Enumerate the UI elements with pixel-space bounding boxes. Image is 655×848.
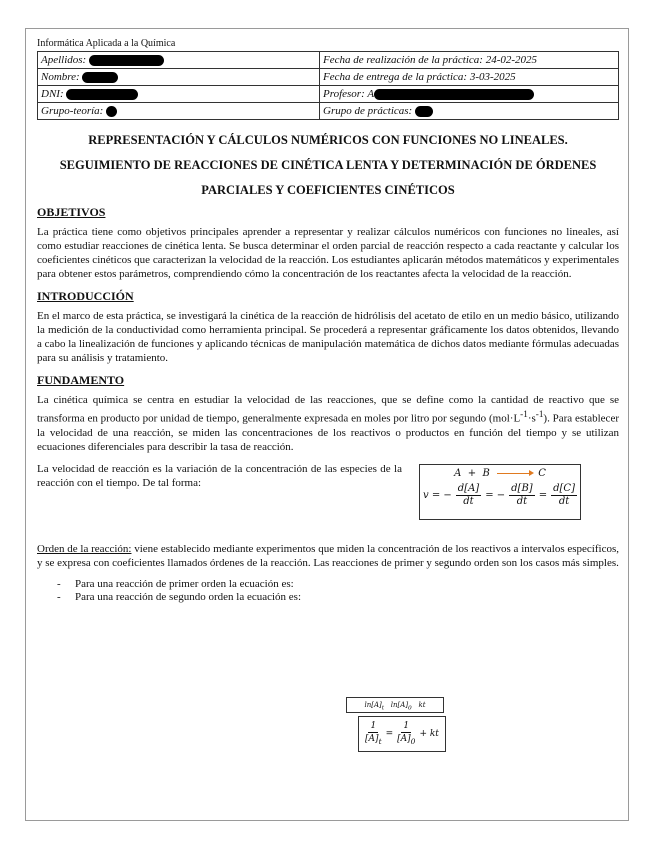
- rate-equation-box: [419, 464, 581, 520]
- dni-cell: [38, 86, 320, 103]
- fraction-db-dt: [509, 483, 535, 508]
- title-line-1: REPRESENTACIÓN Y CÁLCULOS NUMÉRICOS CON FUNCIONES NO LINEALES.: [88, 133, 568, 147]
- page-content: [37, 38, 619, 604]
- unit-exponent-1: -1: [520, 409, 528, 419]
- grupo-teoria-label: Grupo-teoría:: [41, 105, 104, 117]
- fundamento-paragraph-2: La velocidad de reacción es la variación de la concentración de las especies de la reacción con el tiempo. De tal forma:: [37, 462, 402, 489]
- numerator-one-2: 1: [403, 721, 410, 732]
- grupo-practicas-cell: [320, 103, 619, 120]
- document-title: [37, 128, 619, 203]
- profesor-label: Profesor:: [323, 88, 365, 100]
- nombre-cell: [38, 69, 320, 86]
- course-name: Informática Aplicada a la Química: [37, 38, 176, 49]
- denominator-a0: [397, 733, 415, 748]
- order-equations-list: [37, 578, 619, 604]
- equals-minus: = −: [485, 489, 506, 501]
- student-info-table: [37, 51, 619, 120]
- fecha-entrega: Fecha de entrega de la práctica: 3-03-2025: [323, 71, 516, 83]
- dni-label: DNI:: [41, 88, 64, 100]
- objetivos-text: La práctica tiene como objetivos principales aprender a representar y realizar cálculos numéricos con funciones no lineales, así como estudiar reacciones de cinética lenta. Se busca determinar el orden parcial de reacción respecto a cada reactante y calcular los coeficientes cinéticos que caracterizan la velocidad de la reacción. Los estudiantes aplicarán métodos matemáticos y experimentales para obtener estos parámetros, comprendiendo cómo la concentración de los reactantes afecta la velocidad de la reacción.: [37, 226, 619, 280]
- plus-sign: +: [467, 467, 477, 479]
- second-order-item: [37, 591, 619, 604]
- objetivos-heading: OBJETIVOS: [37, 205, 106, 219]
- sub-t: t: [378, 736, 382, 746]
- second-order-equation-box: [358, 716, 446, 752]
- equals-sign: =: [538, 489, 548, 501]
- introduccion-heading: INTRODUCCIÓN: [37, 289, 134, 303]
- orden-text: viene establecido mediante experimentos que miden la concentración de los reactivos a intervalos específicos, y se expresa con coeficientes llamados órdenes de la reacción. Las reacciones de primer y segundo orden son los casos más simples.: [37, 542, 619, 569]
- ln-a-0: ln[A]: [390, 701, 409, 709]
- fraction-1-over-a0: [397, 720, 415, 748]
- grupo-teoria-cell: [38, 103, 320, 120]
- rate-definition-row: [37, 462, 619, 520]
- profesor-initial: A: [367, 88, 375, 100]
- redacted-nombre: [82, 72, 118, 83]
- conc-a-0: [A]: [397, 734, 411, 745]
- ln-a-0-sub: 0: [408, 705, 412, 712]
- title-line-3: PARCIALES Y COEFICIENTES CINÉTICOS: [201, 183, 455, 197]
- redacted-apellidos: [89, 55, 164, 66]
- fraction-da-dt: [456, 483, 481, 508]
- redacted-profesor: [374, 89, 534, 100]
- orden-label: Orden de la reacción:: [37, 542, 132, 555]
- fundamento-paragraph-1: [37, 393, 619, 454]
- fundamento-heading: FUNDAMENTO: [37, 373, 125, 387]
- denominator-dt-3: dt: [558, 495, 570, 507]
- conc-a-t: [A]: [365, 734, 379, 745]
- numerator-db: d[B]: [511, 482, 533, 494]
- denominator-at: [365, 733, 382, 748]
- nombre-label: Nombre:: [41, 71, 80, 83]
- rate-expression: [420, 483, 580, 508]
- second-order-equals: =: [385, 729, 394, 739]
- kt-term: kt: [418, 701, 426, 709]
- fundamento-p1-b: ). Para establecer la velocidad de una reacción, se miden las concentraciones de los reactivos o productos en función del tiempo y se utilizan ecuaciones diferenciales para describir la tasa de reacción.: [37, 412, 619, 453]
- second-order-text: Para una reacción de segundo orden la ecuación es:: [75, 590, 302, 603]
- apellidos-label: Apellidos:: [41, 54, 87, 66]
- fraction-dc-dt: [551, 483, 577, 508]
- fundamento-p1-mid: ·s: [527, 412, 536, 425]
- fundamento-paragraph-3: [37, 542, 619, 570]
- first-order-item: [37, 578, 619, 591]
- unit-exponent-2: -1: [535, 409, 544, 419]
- numerator-da: d[A]: [457, 482, 480, 494]
- first-order-text: Para una reacción de primer orden la ecuación es:: [75, 577, 294, 590]
- document-page: [25, 28, 629, 821]
- ln-a-t: ln[A]: [364, 701, 382, 709]
- denominator-dt-2: dt: [516, 495, 528, 507]
- reaction-arrow-icon: [497, 473, 531, 474]
- sub-0: 0: [410, 736, 416, 746]
- introduccion-text: En el marco de esta práctica, se investigará la cinética de la reacción de hidrólisis del acetato de etilo en un medio básico, utilizando la medición de la conductividad como herramienta principal. Se procederá a representar gráficamente los datos obtenidos, llevando a cabo la linealización de funciones y aplicando técnicas de manipulación matemática de dichos datos mediante fórmulas adecuadas para su análisis y tratamiento.: [37, 310, 619, 364]
- plus-kt: + kt: [419, 729, 439, 739]
- redacted-grupo-practicas: [415, 106, 433, 117]
- reaction-equation: [420, 467, 580, 481]
- species-a: A: [454, 467, 462, 479]
- species-b: B: [482, 467, 490, 479]
- fundamento-p1-a: La cinética química se centra en estudiar la velocidad de las reacciones, que se define como la cantidad de reactivo que se transforma en producto por unidad de tiempo, generalmente expresada en moles por litro por segundo (mol·L: [37, 394, 619, 425]
- numerator-dc: d[C]: [553, 482, 575, 494]
- ln-a-t-sub: t: [381, 705, 385, 712]
- species-c: C: [538, 467, 546, 479]
- numerator-one-1: 1: [370, 721, 377, 732]
- redacted-grupo-teoria: [106, 106, 117, 117]
- title-line-2: SEGUIMIENTO DE REACCIONES DE CINÉTICA LENTA Y DETERMINACIÓN DE ÓRDENES: [59, 158, 597, 172]
- apellidos-cell: [38, 52, 320, 69]
- grupo-practicas-label: Grupo de prácticas:: [323, 105, 413, 117]
- fecha-realizacion: Fecha de realización de la práctica: 24-02-2025: [323, 54, 538, 66]
- fecha-entrega-cell: [320, 69, 619, 86]
- fraction-1-over-at: [365, 720, 382, 748]
- redacted-dni: [66, 89, 138, 100]
- denominator-dt-1: dt: [463, 495, 474, 507]
- fecha-realizacion-cell: [320, 52, 619, 69]
- profesor-cell: [320, 86, 619, 103]
- first-order-equation-box: [346, 697, 444, 713]
- rate-symbol: v = −: [423, 489, 452, 501]
